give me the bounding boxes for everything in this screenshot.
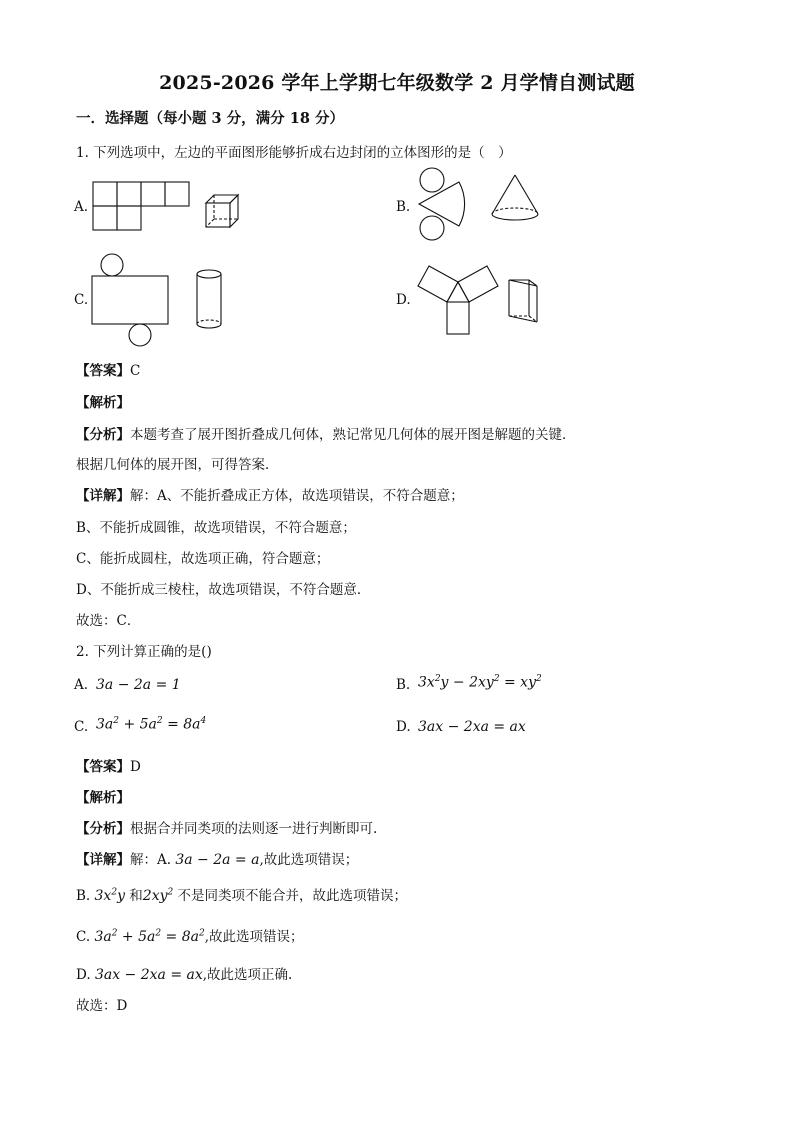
- q2-detail-b-prefix: B.: [76, 888, 91, 904]
- q2-option-c-label: C.: [74, 719, 89, 735]
- q1-fenxi: [76, 423, 576, 443]
- q1-option-b-net-figure: [415, 166, 469, 244]
- q2-fenxi: [76, 817, 377, 837]
- q1-answer-value: C: [130, 363, 141, 379]
- q2-detail-b-mid: 和: [129, 888, 143, 904]
- q2-option-d-formula: 3ax − 2xa = ax: [418, 719, 526, 735]
- q1-detail-d: D、不能折成三棱柱，故选项错误，不符合题意．: [76, 582, 371, 598]
- q2-detail-d-formula: 3ax − 2xa = ax: [94, 967, 203, 983]
- q2-fenxi-text: 根据合并同类项的法则逐一进行判断即可.: [130, 821, 378, 837]
- q1-option-b-cone-figure: [490, 174, 540, 224]
- q2-detail-tag: 【详解】: [76, 852, 130, 868]
- q1-option-d-label: D.: [396, 292, 411, 308]
- q2-detail-d-prefix: D.: [76, 967, 91, 983]
- q2-option-c-formula: $3a^2 + 5a^2 = 8a^4$: [96, 716, 207, 733]
- q2-detail-b-suffix: 不是同类项不能合并，故此选项错误；: [177, 888, 408, 904]
- q1-fenxi-text: 本题考查了展开图折叠成几何体，熟记常见几何体的展开图是解题的关键．: [130, 427, 576, 443]
- q1-option-d-prism-figure: [507, 276, 539, 326]
- q1-detail-text: 解：A、不能折叠成正方体，故选项错误，不符合题意；: [130, 488, 464, 504]
- q1-fenxi-tag: 【分析】: [76, 427, 130, 443]
- q2-choose: 故选：D: [76, 998, 128, 1014]
- q2-detail: [76, 848, 358, 868]
- q2-answer: [76, 755, 141, 775]
- q1-option-a-label: A.: [74, 199, 89, 215]
- q1-detail-b: B、不能折成圆锥，故选项错误，不符合题意；: [76, 520, 356, 536]
- q2-detail-c-formula: $3a^2 + 5a^2 = 8a^2$: [94, 928, 205, 945]
- q2-option-d-label: D.: [396, 719, 411, 735]
- q1-option-d-net-figure: [415, 262, 501, 336]
- q1-stem: 1. 下列选项中，左边的平面图形能够折成右边封闭的立体图形的是（ ）: [76, 145, 512, 161]
- q2-detail-formula: 3a − 2a = a: [175, 852, 260, 868]
- q2-option-a-label: A.: [74, 677, 89, 693]
- q1-detail: [76, 484, 464, 504]
- q2-fenxi-tag: 【分析】: [76, 821, 130, 837]
- q1-answer-tag: 【答案】: [76, 363, 130, 379]
- page-title: 2025-2026 学年上学期七年级数学 2 月学情自测试题: [159, 72, 635, 94]
- q1-option-c-net-figure: [90, 252, 170, 348]
- q2-analysis-tag: 【解析】: [76, 790, 130, 806]
- q1-analysis-tag: 【解析】: [76, 395, 130, 411]
- q2-detail-prefix: 解：A.: [130, 852, 172, 868]
- q2-detail-suffix: ,故此选项错误；: [259, 852, 359, 868]
- q2-option-b-label: B.: [396, 677, 411, 693]
- q1-option-a-net-figure: [92, 181, 192, 231]
- q1-answer: [76, 359, 140, 379]
- q1-detail-tag: 【详解】: [76, 488, 130, 504]
- q2-detail-b-term1: $3x^2y$: [94, 887, 125, 904]
- q1-fenxi-line2: 根据几何体的展开图，可得答案．: [76, 457, 279, 473]
- q2-detail-d-suffix: ,故此选项正确.: [202, 967, 293, 983]
- q2-stem: 2. 下列计算正确的是(): [76, 644, 212, 660]
- q1-option-c-label: C.: [74, 292, 89, 308]
- q1-option-c-cylinder-figure: [195, 268, 225, 332]
- q2-detail-c-prefix: C.: [76, 929, 91, 945]
- q2-detail-c-suffix: ,故此选项错误；: [204, 929, 304, 945]
- q2-option-b-formula: $3x^2y - 2xy^2 = xy^2$: [418, 674, 542, 691]
- q2-detail-c: [76, 925, 303, 945]
- q2-answer-value: D: [130, 759, 141, 775]
- q2-option-a-formula: 3a − 2a = 1: [96, 677, 181, 693]
- q2-detail-b: [76, 884, 407, 904]
- q2-detail-b-term2: $2xy^2$: [142, 887, 174, 904]
- section-heading: 一．选择题（每小题 3 分，满分 18 分）: [76, 110, 344, 127]
- q1-option-b-label: B.: [396, 199, 411, 215]
- q2-answer-tag: 【答案】: [76, 759, 130, 775]
- q1-option-a-cube-figure: [205, 194, 241, 230]
- q1-choose: 故选：C．: [76, 613, 141, 629]
- q1-detail-c: C、能折成圆柱，故选项正确，符合题意；: [76, 551, 330, 567]
- q2-detail-d: [76, 963, 292, 983]
